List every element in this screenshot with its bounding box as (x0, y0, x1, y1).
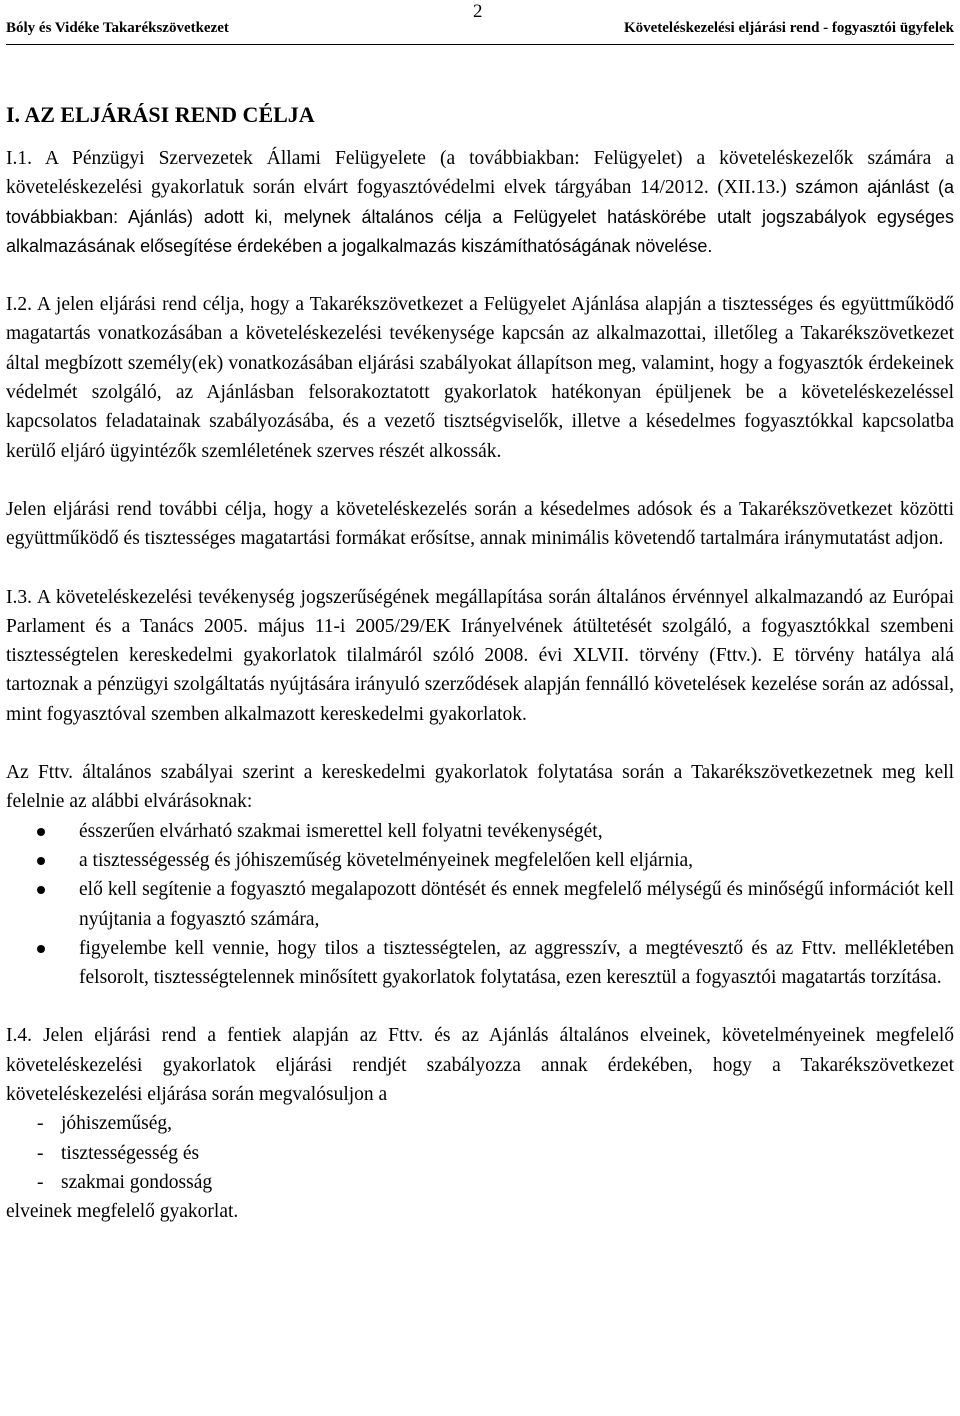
dash-marker: - (37, 1142, 44, 1164)
paragraph-1-4: I.4. Jelen eljárási rend a fentiek alapján az Fttv. és az Ajánlás általános elveinek, követelményeinek megfelelő követeléskezelési gyakorlatok eljárási rendjét szabályozza annak érdekében, hogy a Takarékszövetkezet követeléskezelési eljárása során megvalósuljon a (6, 1025, 954, 1106)
document-body (6, 100, 954, 1227)
paragraph-1-2: I.2. A jelen eljárási rend célja, hogy a Takarékszövetkezet a Felügyelet Ajánlása alapján a tisztességes és együttműködő magatartás vonatkozásában a követeléskezelési tevékenysége kapcsán az alkalmazottai, illetőleg a Takarékszövetkezet által megbízott személy(ek) vonatkozásában eljárási szabályokat állapítson meg, valamint, hogy a fogyasztók érdekeinek védelmét szolgáló, az Ajánlásban felsorakoztatott gyakorlatok hatékonyan épüljenek be a követeléskezeléssel kapcsolatos feladatainak szabályozásába, és a vezető tisztségviselők, illetve a késedelmes fogyasztókkal kapcsolatba kerülő eljáró ügyintézők szemléletének szerves részét alkossák. (6, 294, 954, 462)
requirements-list (6, 817, 954, 993)
list-item (6, 1109, 954, 1138)
list-item (6, 1139, 954, 1168)
bullet-icon (37, 886, 45, 894)
list-item (6, 934, 954, 993)
list-item-text: jóhiszeműség, (61, 1113, 173, 1135)
list-item (6, 817, 954, 846)
list-item-text: szakmai gondosság (61, 1171, 213, 1193)
paragraph-1-1-rest: számon ajánlást (a továbbiakban: Ajánlás) adott ki, melynek általános célja a Felügyelet hatáskörébe utalt jogszabályok egységes alkalmazásának elősegítése érdekében a jogalkalmazás kiszámíthatóságának növelése. (6, 177, 954, 256)
list-item-text: a tisztességesség és jóhiszeműség követelményeinek megfelelően kell eljárnia, (79, 849, 694, 871)
dash-marker: - (37, 1113, 44, 1135)
section-title: I. AZ ELJÁRÁSI REND CÉLJA (6, 102, 315, 127)
bullet-icon (37, 828, 45, 836)
bullet-icon (37, 945, 45, 953)
header-organization: Bóly és Vidéke Takarékszövetkezet (6, 20, 229, 36)
principles-list (6, 1109, 954, 1197)
bullet-icon (37, 857, 45, 865)
paragraph-further-purpose: Jelen eljárási rend további célja, hogy a követeléskezelés során a késedelmes adósok és a Takarékszövetkezet közötti együttműködő és tisztességes magatartási formákat erősítse, annak minimális követendő tartalmára iránymutatást adjon. (6, 498, 954, 550)
paragraph-1-1-start: I.1. A Pénzügyi Szervezetek Állami Felügyelete (a továbbiakban: Felügyelet) a követeléskezelők számára a követeléskezelési gyakorlatuk során elvárt fogyasztóvédelmi elvek tárgyában 14/2012. (XII.13.) (6, 148, 954, 199)
list-item-text: tisztességesség és (61, 1142, 200, 1164)
paragraph-fttv-rules: Az Fttv. általános szabályai szerint a kereskedelmi gyakorlatok folytatása során a Takarékszövetkezetnek meg kell felelnie az alábbi elvárásoknak: (6, 762, 954, 813)
running-header (6, 18, 954, 45)
list-item (6, 1168, 954, 1197)
page-number: 2 (473, 1, 483, 22)
list-item-text: figyelembe kell vennie, hogy tilos a tisztességtelen, az aggresszív, a megtévesztő és az Fttv. mellékletében felsorolt, tisztességtelennek minősített gyakorlatok folytatása, ezen keresztül a fogyasztói magatartás torzítása. (79, 937, 954, 989)
list-item (6, 875, 954, 934)
list-item-text: ésszerűen elvárható szakmai ismerettel kell folyatni tevékenységét, (79, 820, 603, 842)
header-document-title: Követeléskezelési eljárási rend - fogyasztói ügyfelek (623, 20, 954, 36)
paragraph-1-1 (6, 144, 954, 261)
list-item-text: elő kell segítenie a fogyasztó megalapozott döntését és ennek megfelelő mélységű és minőségű információt kell nyújtania a fogyasztó számára, (79, 879, 954, 930)
list-item (6, 846, 954, 875)
closing-line: elveinek megfelelő gyakorlat. (6, 1201, 239, 1223)
paragraph-1-3: I.3. A követeléskezelési tevékenység jogszerűségének megállapítása során általános érvénnyel alkalmazandó az Európai Parlament és a Tanács 2005. május 11-i 2005/29/EK Irányelvének átültetését szolgáló, a fogyasztókkal szembeni tisztességtelen kereskedelmi gyakorlatok tilalmáról szóló 2008. évi XLVII. törvény (Fttv.). E törvény hatálya alá tartoznak a pénzügyi szolgáltatás nyújtására irányuló szerződések alapján fennálló követelések kezelése során az adóssal, mint fogyasztóval szemben alkalmazott kereskedelmi gyakorlatok. (6, 586, 954, 725)
dash-marker: - (37, 1171, 44, 1193)
